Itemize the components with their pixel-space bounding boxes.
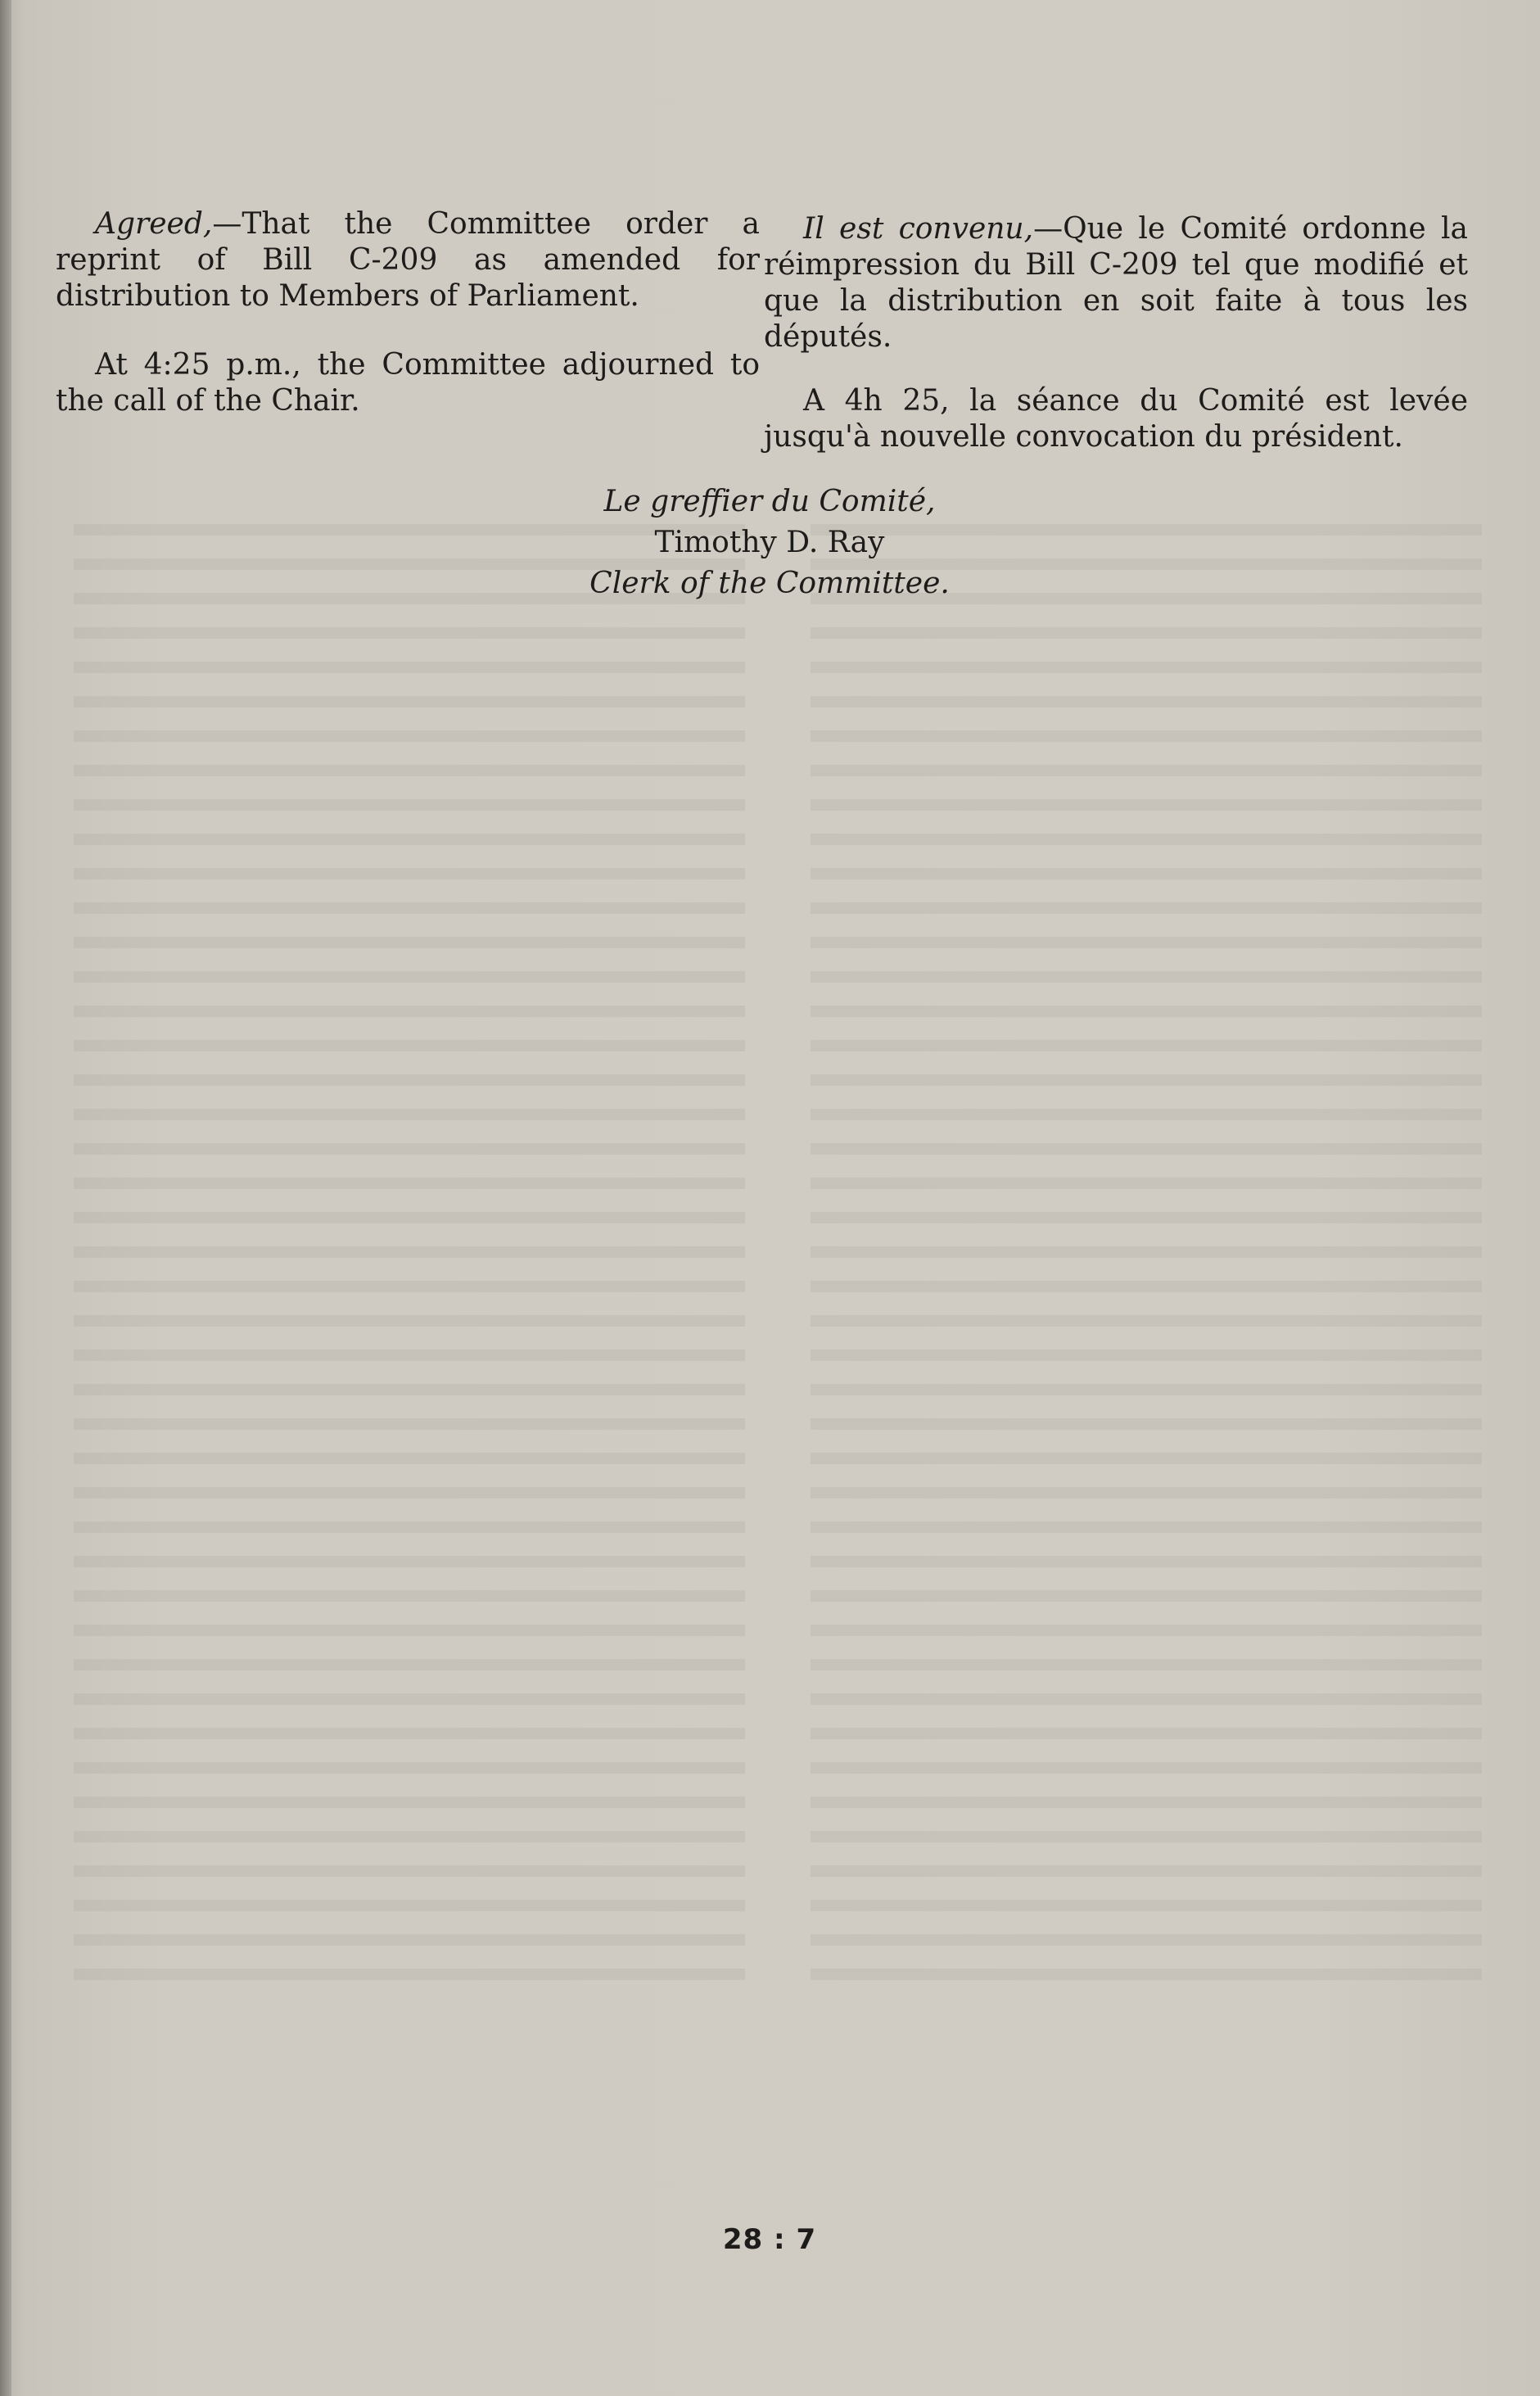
- adjournment-paragraph: At 4:25 p.m., the Committee adjourned to the call of the Chair.: [56, 348, 760, 418]
- agreed-paragraph: [56, 206, 760, 314]
- convenu-text: —Que le Comité ordonne la réimpression du Bill C-209 tel que modifié et que la distribution en soit faite à tous les députés.: [764, 212, 1468, 354]
- convenu-paragraph: [764, 211, 1468, 355]
- agreed-lead: Agreed,: [95, 207, 213, 241]
- convenu-lead: Il est convenu,: [803, 212, 1034, 246]
- clerk-name: Timothy D. Ray: [654, 526, 885, 559]
- page-number: 28 : 7: [722, 2223, 817, 2256]
- french-column: [764, 211, 1468, 488]
- levee-paragraph: A 4h 25, la séance du Comité est levée jusqu'à nouvelle convocation du président.: [764, 384, 1468, 454]
- signature-block: [458, 481, 1081, 604]
- clerk-title-fr: Le greffier du Comité,: [603, 485, 936, 518]
- agreed-text: —That the Committee order a reprint of Bill C-209 as amended for distribution to Members of Parliament.: [56, 207, 760, 313]
- clerk-title-en: Clerk of the Committee.: [589, 567, 950, 600]
- page-edge-shadow: [0, 0, 11, 2396]
- show-through-texture: [74, 524, 1465, 2080]
- english-column: [56, 206, 760, 452]
